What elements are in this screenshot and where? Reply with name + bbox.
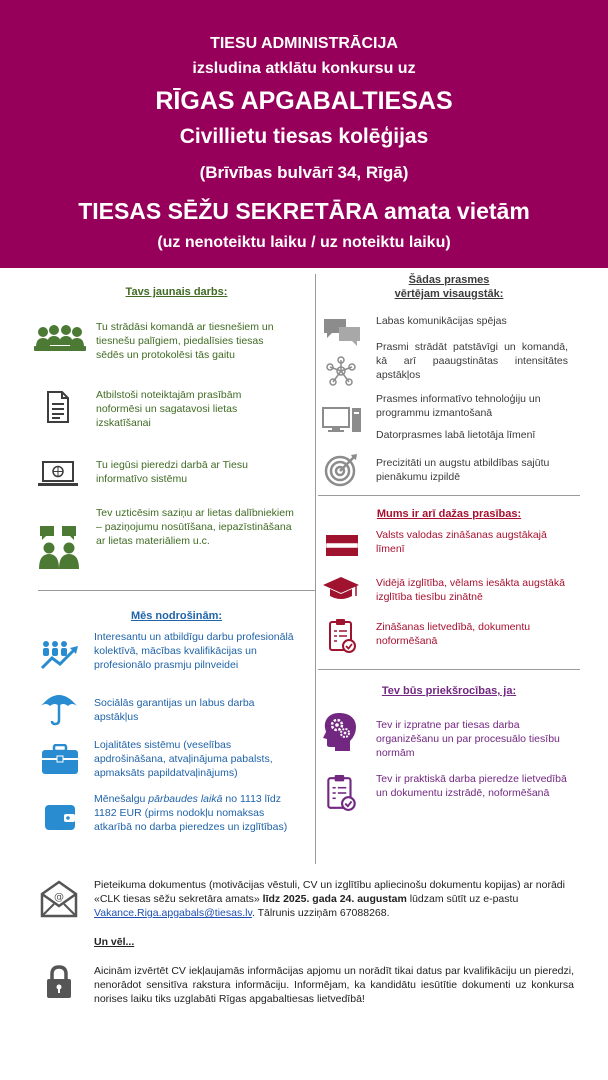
header-position: TIESAS SĒŽU SEKRETĀRA amata vietām	[78, 198, 530, 224]
target-icon	[324, 453, 358, 487]
application-email-link[interactable]: Vakance.Riga.apgabals@tiesas.lv	[94, 907, 252, 919]
header-subtitle: izsludina atklātu konkursu uz	[192, 60, 416, 77]
application-part1: Pieteikuma dokumentus (motivācijas vēstuli, CV un izglītību apliecinošu dokumentu kopijas) ar norādi «CLK tiesas sēžu sekretāra amats»	[94, 879, 565, 905]
left-divider	[38, 590, 315, 591]
lock-icon	[46, 965, 72, 999]
skills-title-2: vērtējam visaugstāk:	[394, 288, 504, 300]
header-banner	[0, 0, 608, 268]
we-provide-item-2: Sociālās garantijas un labus darba apstākļus	[94, 697, 255, 723]
clipboard-check-icon	[326, 774, 356, 812]
document-icon	[46, 391, 70, 423]
requirements-item-1: Valsts valodas zināšanas augstākajā līmenī	[376, 529, 547, 555]
new-job-item-3: Tu iegūsi pieredzi darbā ar Tiesu informatīvo sistēmu	[96, 459, 248, 485]
graduation-cap-icon	[322, 576, 360, 602]
application-text	[94, 878, 574, 920]
skills-item-5: Precizitāti un augstu atbildības sajūtu pienākumu izpildē	[376, 457, 550, 483]
new-job-item-1: Tu strādāsi komandā ar tiesnešiem un tiesnešu palīgiem, piedalīsies tiesas sēdēs un protokolēsi tās gaitu	[96, 321, 274, 361]
dialog-people-icon	[38, 524, 80, 570]
new-job-item-4: Tev uzticēsim saziņu ar lietas dalībniekiem – paziņojumu nosūtīšana, iepazīstināšana ar lietas materiāliem u.c.	[96, 507, 294, 547]
svg-text:@: @	[54, 892, 64, 903]
skills-item-3: Prasmes informatīvo tehnoloģiju un programmu izmantošanā	[376, 393, 541, 419]
more-title: Un vēl...	[94, 936, 135, 948]
advantages-title: Tev būs priekšrocības, ja:	[381, 685, 517, 697]
right-divider-1	[318, 495, 580, 496]
new-job-title: Tavs jaunais darbs:	[125, 286, 228, 298]
clipboard-check-icon	[328, 618, 356, 654]
header-org: TIESU ADMINISTRĀCIJA	[210, 35, 398, 52]
salary-text	[94, 792, 294, 834]
application-deadline: līdz 2025. gada 24. augustam	[262, 893, 407, 905]
header-collegium: Civillietu tiesas kolēģijas	[179, 125, 429, 148]
more-text: Aicinām izvērtēt CV iekļaujamās informācijas apjomu un norādīt tikai datus par kvalifikāciju un pieredzi, nenorādot sensitīva rakstura informāciju. Informējam, ka kandidātu iesūtītie dokumenti uz konkursa norises laiku tiks uzglabāti Rīgas apgabaltiesas lietvedībā!	[94, 965, 574, 1005]
umbrella-icon	[40, 690, 78, 726]
new-job-item-2: Atbilstoši noteiktajām prasībām noformēsi un sagatavosi lietas izskatīšanai	[96, 389, 242, 429]
head-gears-icon	[323, 712, 357, 752]
briefcase-icon	[41, 744, 79, 776]
salary-italic: pārbaudes laikā	[148, 793, 223, 805]
flag-icon	[326, 535, 358, 557]
growth-team-icon	[40, 640, 80, 672]
team-icon	[34, 325, 86, 355]
we-provide-item-3: Lojalitātes sistēmu (veselības apdrošināšana, atvaļinājuma pabalsts, apmaksāts papildatvaļinājums)	[94, 739, 273, 779]
salary-prefix: Mēnešalgu	[94, 793, 149, 805]
chat-icon	[323, 318, 361, 346]
advantages-item-2: Tev ir praktiskā darba pieredze lietvedībā un dokumentu izstrādē, noformēšanā	[376, 773, 567, 799]
computer-icon	[322, 406, 362, 434]
requirements-item-3: Zināšanas lietvedībā, dokumentu noformēšanā	[376, 621, 531, 647]
vertical-divider	[315, 274, 316, 864]
skills-title-1: Šādas prasmes	[408, 274, 490, 286]
network-icon	[326, 356, 356, 386]
header-court: RĪGAS APGABALTIESAS	[155, 87, 453, 115]
requirements-title: Mums ir arī dažas prasības:	[376, 508, 522, 520]
salary-suffix: no 1113 līdz 1182 EUR (pirms nodokļu nomaksas atkarībā no darba pieredzes un izglītības)	[94, 793, 288, 833]
skills-item-4: Datorprasmes labā lietotāja līmenī	[376, 429, 536, 441]
we-provide-item-1: Interesantu un atbildīgu darbu profesionālā kolektīvā, mācības kvalifikācijas un profesionālo prasmju pilnveidei	[94, 631, 294, 671]
envelope-icon	[40, 880, 78, 918]
we-provide-title: Mēs nodrošinām:	[130, 610, 223, 622]
skills-item-2: Prasmi strādāt patstāvīgi un komandā, kā arī paaugstinātas intensitātes apstākļos	[376, 341, 568, 381]
application-part3: . Tālrunis uzziņām 67088268.	[251, 907, 390, 919]
requirements-item-2: Vidējā izglītība, vēlams iesākta augstākā izglītība tiesību zinātnē	[376, 577, 565, 603]
header-term: (uz nenoteiktu laiku / uz noteiktu laiku)	[157, 234, 451, 251]
wallet-icon	[44, 803, 76, 831]
right-divider-2	[318, 669, 580, 670]
laptop-icon	[38, 460, 78, 488]
advantages-item-1: Tev ir izpratne par tiesas darba organizēšanu un par procesuālo tiesību normām	[376, 719, 560, 759]
header-address: (Brīvības bulvārī 34, Rīgā)	[199, 163, 409, 182]
skills-item-1: Labas komunikācijas spējas	[376, 315, 507, 327]
application-part2: lūdzam sūtīt uz e-pastu	[406, 893, 519, 905]
